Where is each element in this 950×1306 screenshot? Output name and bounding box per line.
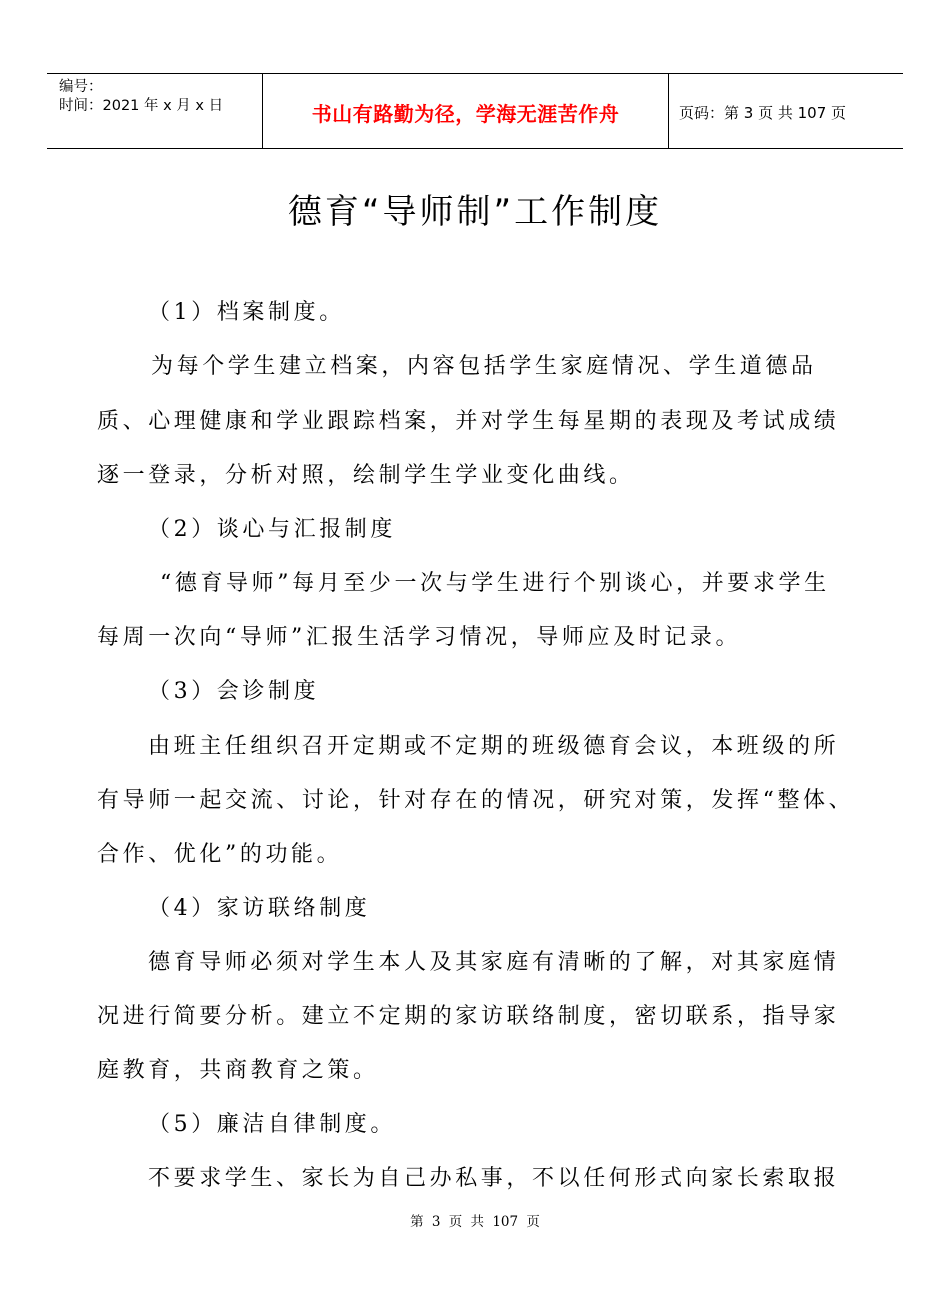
paragraph-line: 有导师一起交流、讨论，针对存在的情况，研究对策，发挥“整体、 (97, 788, 855, 813)
section-heading: （2）谈心与汇报制度 (148, 517, 396, 542)
section-heading: （4）家访联络制度 (148, 896, 371, 921)
section-heading: （1）档案制度。 (148, 300, 345, 325)
paragraph-line: 庭教育，共商教育之策。 (97, 1058, 379, 1083)
header-motto: 书山有路勤为径，学海无涯苦作舟 (311, 102, 620, 126)
paragraph-line: 德育导师必须对学生本人及其家庭有清晰的了解，对其家庭情 (148, 950, 840, 975)
paragraph-line: 为每个学生建立档案，内容包括学生家庭情况、学生道德品 (151, 354, 817, 379)
header-meta-cell (47, 74, 263, 148)
paragraph-line: 每周一次向“导师”汇报生活学习情况，导师应及时记录。 (97, 625, 742, 650)
section-heading: （5）廉洁自律制度。 (148, 1112, 396, 1137)
paragraph-line: 合作、优化”的功能。 (97, 842, 343, 867)
header-motto-cell (263, 74, 669, 148)
paragraph-line: 不要求学生、家长为自己办私事，不以任何形式向家长索取报 (148, 1166, 840, 1191)
paragraph-line: 质、心理健康和学业跟踪档案，并对学生每星期的表现及考试成绩 (97, 409, 840, 434)
paragraph-line: 逐一登录，分析对照，绘制学生学业变化曲线。 (97, 463, 635, 488)
document-number-label: 编号： (59, 79, 103, 95)
header-page-cell (669, 74, 903, 148)
section-heading: （3）会诊制度 (148, 679, 320, 704)
document-header (47, 73, 903, 149)
header-page-info: 页码：第 3 页 共 107 页 (679, 104, 847, 122)
paragraph-line: 由班主任组织召开定期或不定期的班级德育会议，本班级的所 (148, 734, 840, 759)
page-footer: 第 3 页 共 107 页 (410, 1214, 540, 1230)
paragraph-line: 况进行简要分析。建立不定期的家访联络制度，密切联系，指导家 (97, 1004, 840, 1029)
paragraph-line: “德育导师”每月至少一次与学生进行个别谈心，并要求学生 (160, 571, 830, 596)
document-title: 德育“导师制”工作制度 (287, 192, 663, 232)
document-time-label: 时间：2021 年 x 月 x 日 (59, 98, 224, 114)
